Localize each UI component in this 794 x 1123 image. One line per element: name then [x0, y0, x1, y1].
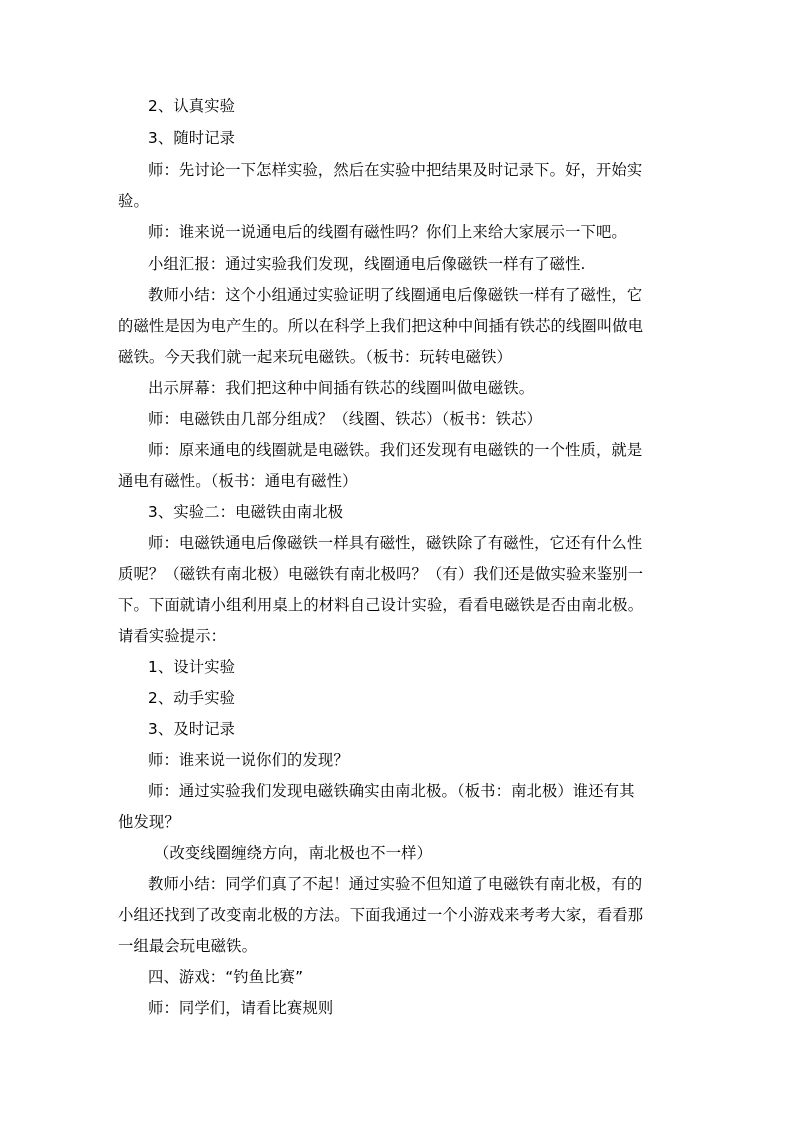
text-line: 3、实验二：电磁铁由南北极 [148, 503, 344, 521]
text-line: 四、游戏：“钓鱼比赛” [148, 968, 304, 986]
text-line: 教师小结：同学们真了不起！通过实验不但知道了电磁铁有南北极，有的 [148, 875, 643, 893]
text-line: 教师小结：这个小组通过实验证明了线圈通电后像磁铁一样有了磁性，它 [148, 286, 643, 304]
text-line: 验。 [118, 192, 149, 210]
text-line: 下。下面就请小组利用桌上的材料自己设计实验，看看电磁铁是否由南北极。 [118, 596, 644, 614]
text-line: 的磁性是因为电产生的。所以在科学上我们把这种中间插有铁芯的线圈叫做电 [118, 317, 644, 335]
text-line: 小组还找到了改变南北极的方法。下面我通过一个小游戏来考考大家，看看那 [118, 906, 644, 924]
text-line: 师：谁来说一说通电后的线圈有磁性吗？你们上来给大家展示一下吧。 [148, 223, 627, 241]
text-line: 2、认真实验 [148, 97, 236, 115]
text-line: 3、及时记录 [148, 720, 236, 738]
text-line: 师：通过实验我们发现电磁铁确实由南北极。（板书：南北极）谁还有其 [148, 782, 635, 800]
text-line: 质呢？（磁铁有南北极）电磁铁有南北极吗？（有）我们还是做实验来鉴别一 [118, 565, 644, 583]
text-line: 一组最会玩电磁铁。 [118, 937, 258, 955]
text-line: 师：先讨论一下怎样实验，然后在实验中把结果及时记录下。好，开始实 [148, 161, 643, 179]
text-line: 磁铁。今天我们就一起来玩电磁铁。（板书：玩转电磁铁） [118, 348, 512, 366]
text-line: （改变线圈缠绕方向，南北极也不一样） [154, 844, 433, 862]
text-line: 2、动手实验 [148, 689, 236, 707]
text-line: 通电有磁性。（板书：通电有磁性） [118, 472, 358, 490]
text-line: 师：电磁铁通电后像磁铁一样具有磁性，磁铁除了有磁性，它还有什么性 [148, 534, 643, 552]
text-line: 出示屏幕：我们把这种中间插有铁芯的线圈叫做电磁铁。 [148, 379, 535, 397]
text-line: 师：原来通电的线圈就是电磁铁。我们还发现有电磁铁的一个性质，就是 [148, 441, 643, 459]
text-line: 1、设计实验 [148, 658, 236, 676]
text-line: 请看实验提示： [118, 627, 227, 645]
text-line: 师：谁来说一说你们的发现？ [148, 751, 349, 769]
text-line: 小组汇报：通过实验我们发现，线圈通电后像磁铁一样有了磁性. [148, 255, 586, 273]
text-line: 他发现？ [118, 813, 180, 831]
text-line: 3、随时记录 [148, 129, 236, 147]
text-line: 师：电磁铁由几部分组成？（线圈、铁芯）（板书：铁芯） [148, 410, 542, 428]
text-line: 师：同学们，请看比赛规则 [148, 999, 334, 1017]
